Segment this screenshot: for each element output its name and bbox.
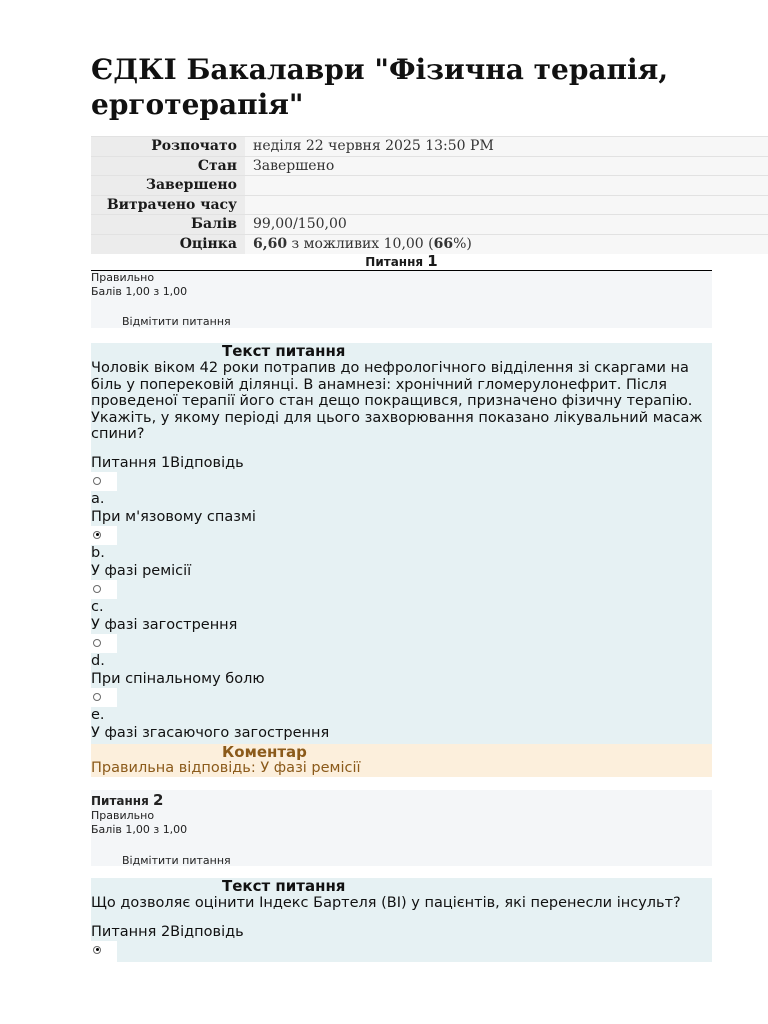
question-text-heading: Текст питання [222,342,346,360]
answer-radio-box[interactable] [91,472,117,491]
feedback-text: Правильна відповідь: У фазі ремісії [91,760,361,776]
question-grade: Балів 1,00 з 1,00 [91,823,188,836]
option-text: При спінальному болю [91,670,265,687]
grade-score: 6,60 [253,236,288,252]
radio-button[interactable] [93,585,101,593]
option-letter: a. [91,490,105,507]
attempt-summary-table [91,136,768,254]
radio-button[interactable] [93,531,101,539]
question-2-title [91,790,712,809]
radio-button[interactable] [93,693,101,701]
radio-button[interactable] [93,946,101,954]
summary-label: Завершено [91,176,245,196]
summary-row [91,137,768,157]
option-text: У фазі загострення [91,616,238,633]
question-label: Питання [91,794,149,808]
summary-row-grade [91,234,768,254]
question-1-formulation [91,343,712,744]
answer-option[interactable] [91,688,712,742]
question-text: Чоловік віком 42 роки потрапив до нефрологічного відділення зі скаргами на біль у поперековій ділянці. В анамнезі: хронічний гломерулонефрит. Після проведеної терапії його стан дещо покращився, призначено фізичну терапію. Укажіть, у якому періоді для цього захворювання показано лікувальний масаж спини? [91,360,703,442]
summary-row [91,215,768,235]
answer-prompt: Питання 2Відповідь [91,923,244,940]
question-number: 1 [427,252,438,270]
summary-label: Балів [91,215,245,235]
answer-option[interactable] [91,526,712,580]
answer-radio-box[interactable] [91,526,117,545]
answer-prompt: Питання 1Відповідь [91,454,244,471]
feedback-heading: Коментар [222,743,307,761]
answer-radio-box[interactable] [91,634,117,653]
summary-value [245,195,768,215]
radio-button[interactable] [93,477,101,485]
flag-question-link[interactable]: Відмітити питання [122,854,231,867]
summary-value [245,176,768,196]
grade-end: %) [453,236,472,252]
question-2-formulation [91,878,712,962]
summary-value: 99,00/150,00 [245,215,768,235]
flag-question-link[interactable]: Відмітити питання [122,315,231,328]
summary-row [91,195,768,215]
summary-row [91,176,768,196]
answer-option[interactable] [91,634,712,688]
answer-radio-box[interactable] [91,580,117,599]
answer-radio-box[interactable] [91,688,117,707]
question-2-info-box [91,790,712,866]
question-number: 2 [152,791,164,809]
summary-value: Завершено [245,156,768,176]
option-letter: d. [91,652,105,669]
option-text: У фазі згасаючого загострення [91,724,330,741]
question-1-feedback [91,744,712,777]
question-state: Правильно [91,271,155,284]
question-state: Правильно [91,809,155,822]
radio-button[interactable] [93,639,101,647]
answer-radio-box[interactable] [91,941,117,963]
question-label: Питання [365,255,424,269]
question-text: Що дозволяє оцінити Індекс Бартеля (BI) у пацієнтів, які перенесли інсульт? [91,895,681,911]
option-letter: b. [91,544,105,561]
answer-option[interactable] [91,472,712,526]
question-1-title [91,253,712,270]
question-1-info [91,253,712,328]
grade-value [245,234,768,254]
option-letter: e. [91,706,105,723]
summary-row [91,156,768,176]
summary-value: неділя 22 червня 2025 13:50 PM [245,137,768,157]
summary-label: Розпочато [91,137,245,157]
option-text: У фазі ремісії [91,562,192,579]
answer-options [91,472,712,742]
summary-label: Витрачено часу [91,195,245,215]
question-1-info-box [91,271,712,328]
question-2-info [91,790,712,866]
option-text: При м'язовому спазмі [91,508,256,525]
grade-label: Оцінка [91,234,245,254]
question-grade: Балів 1,00 з 1,00 [91,285,188,298]
grade-percent: 66 [433,236,454,252]
summary-label: Стан [91,156,245,176]
option-letter: c. [91,598,104,615]
page-title: ЄДКІ Бакалаври "Фізична терапія, ерготерапія" [91,53,669,121]
answer-option[interactable] [91,580,712,634]
question-text-heading: Текст питання [222,877,346,895]
grade-middle: з можливих 10,00 ( [287,236,434,252]
